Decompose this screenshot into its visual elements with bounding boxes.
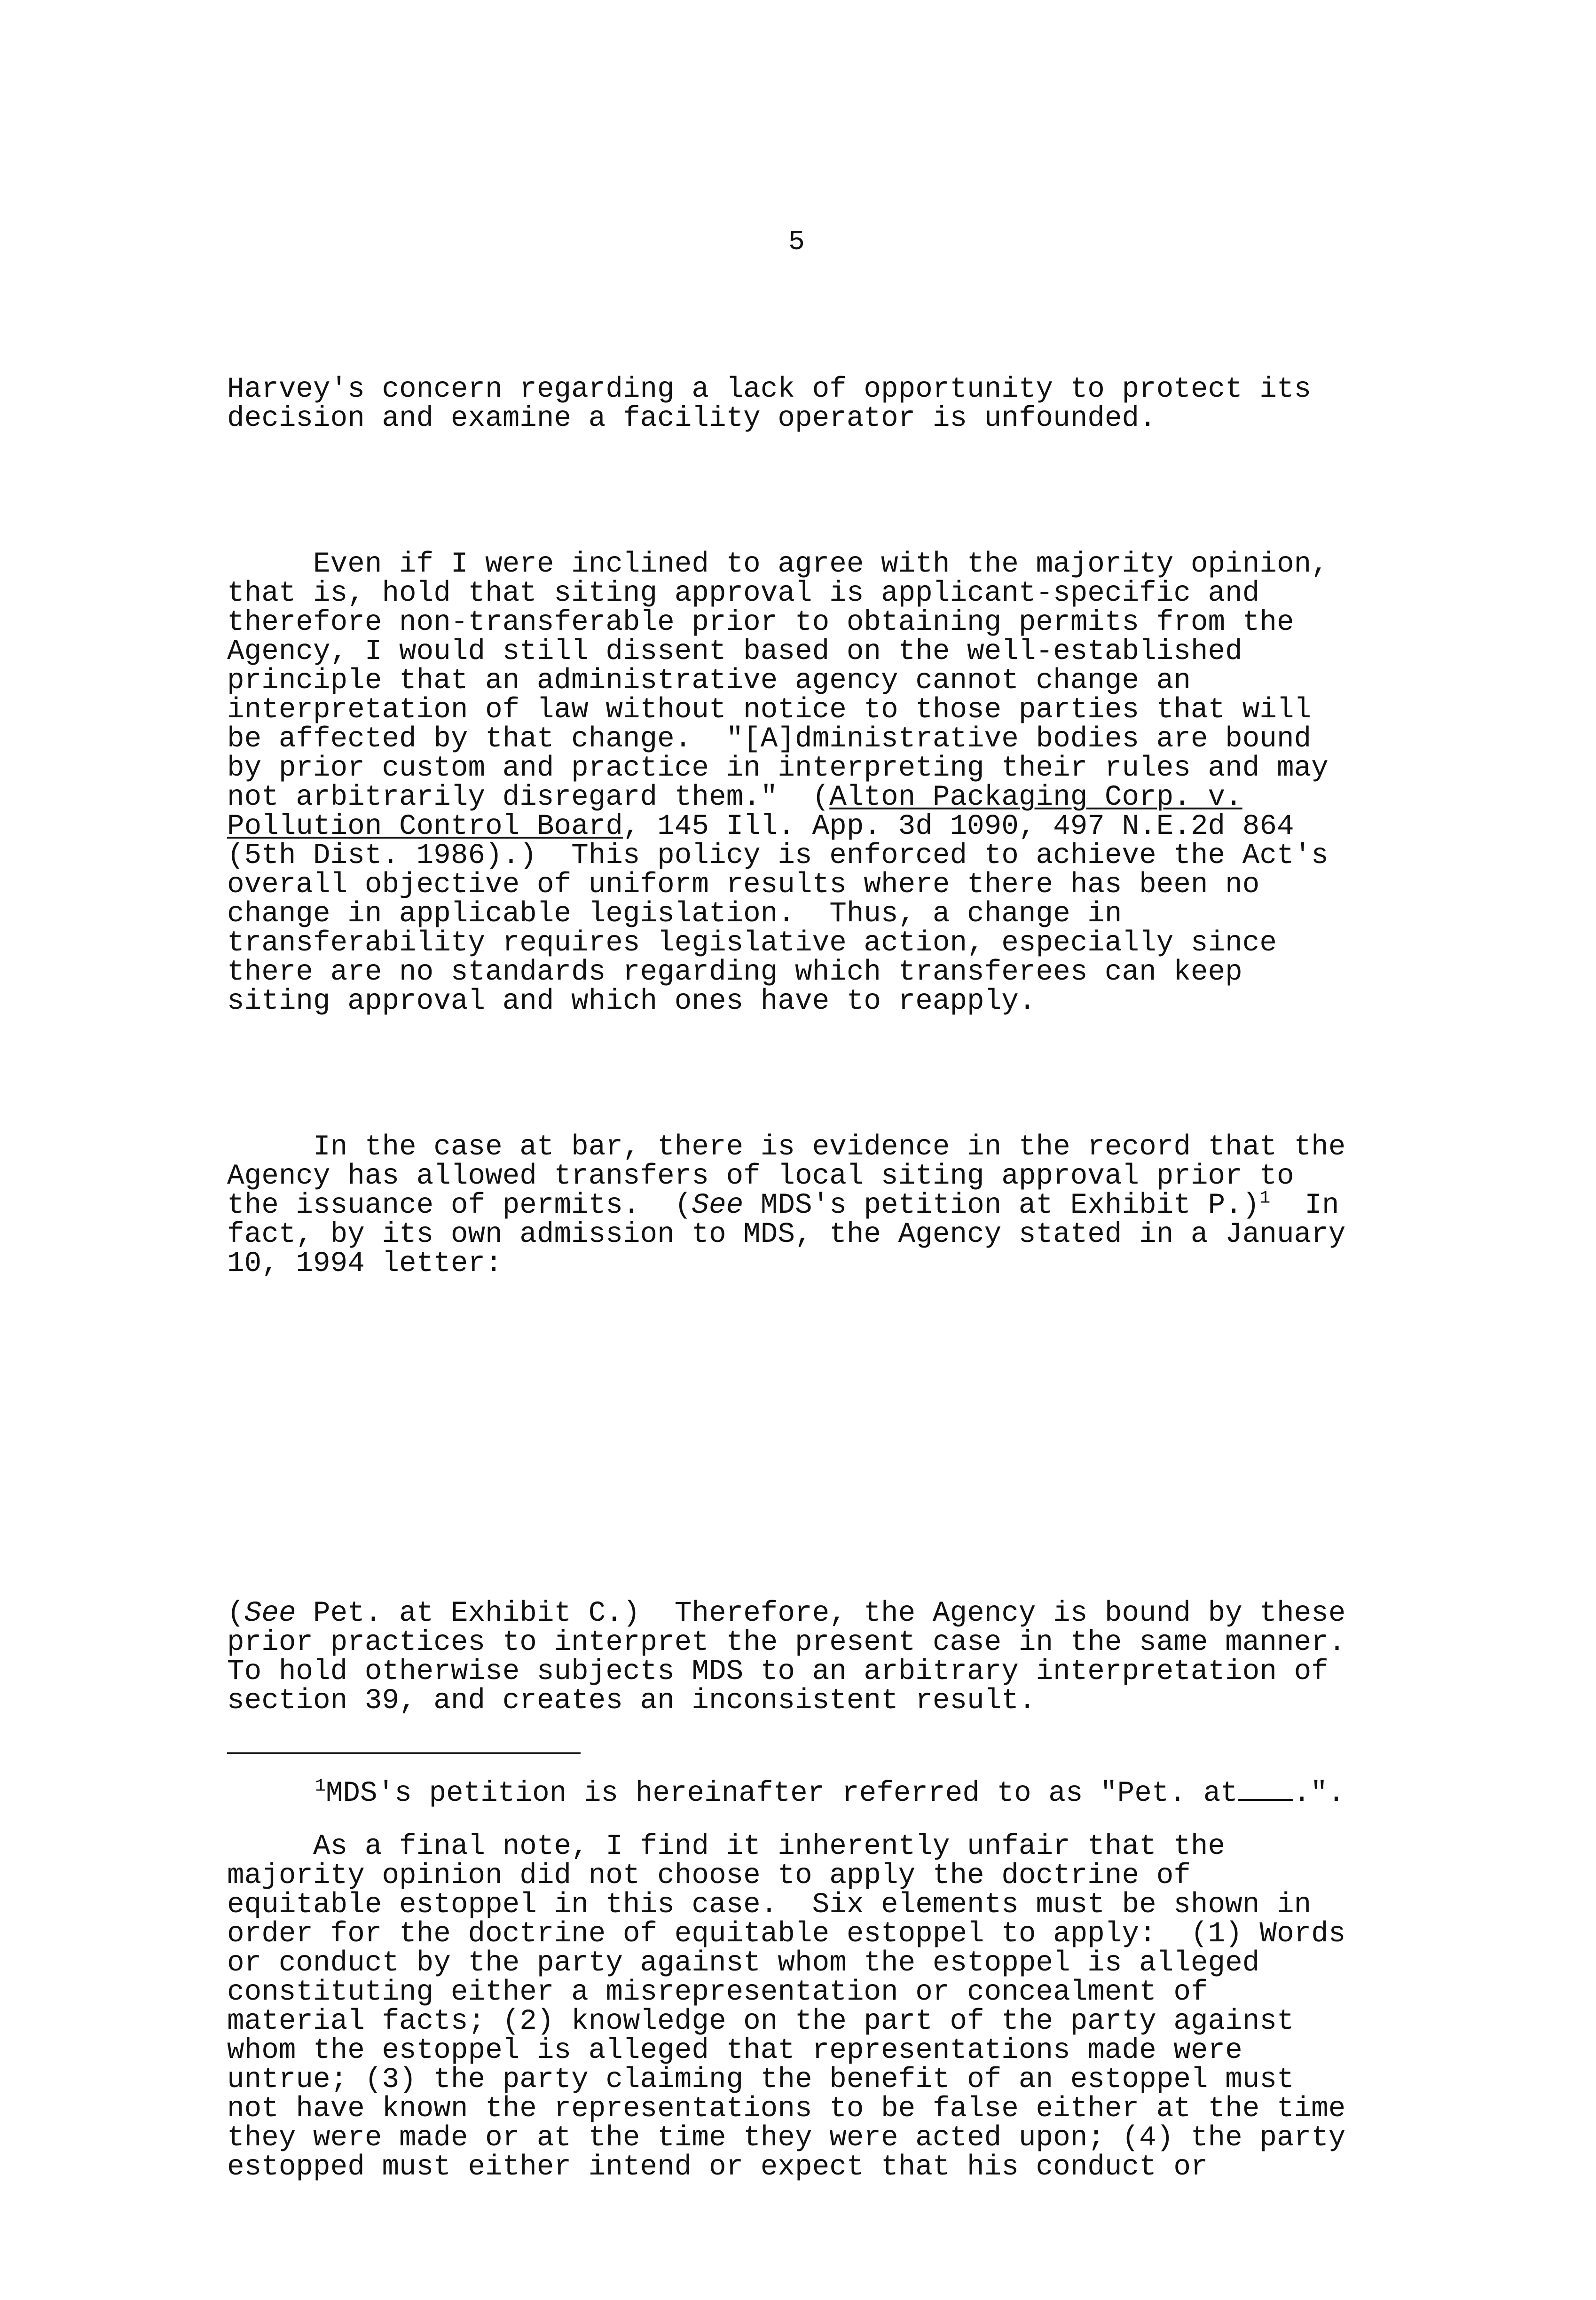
line: or conduct by the party against whom the estoppel is alleged (227, 1947, 1260, 1979)
line: decision and examine a facility operator is unfounded. (227, 402, 1156, 435)
line: equitable estoppel in this case. Six elements must be shown in (227, 1889, 1312, 1921)
paragraph-1 (227, 375, 1384, 433)
line: 10, 1994 letter: (227, 1248, 503, 1280)
line: be affected by that change. "[A]dministrative bodies are bound (227, 723, 1312, 755)
body-text (227, 288, 1384, 2299)
footnote-reference[interactable]: 1 (1259, 1188, 1271, 1209)
line: Even if I were inclined to agree with the majority opinion, (227, 548, 1329, 581)
line: material facts; (2) knowledge on the part of the party against (227, 2005, 1294, 2038)
paragraph-4 (227, 1599, 1384, 1716)
footnote (315, 1775, 1345, 1808)
line: there are no standards regarding which transferees can keep (227, 956, 1242, 989)
line: (5th Dist. 1986).) This policy is enforced to achieve the Act's (227, 840, 1329, 872)
line: In the case at bar, there is evidence in the record that the (227, 1131, 1346, 1163)
line: constituting either a misrepresentation or concealment of (227, 1976, 1208, 2009)
case-citation: Pollution Control Board (227, 810, 623, 843)
line: interpretation of law without notice to those parties that will (227, 694, 1312, 726)
footnote-divider (227, 1752, 581, 1754)
line: the issuance of permits. ( (227, 1189, 692, 1222)
signal-see: See (692, 1189, 744, 1222)
paragraph-2 (227, 550, 1384, 1016)
footnote-marker: 1 (315, 1776, 326, 1797)
line: whom the estoppel is alleged that representations made were (227, 2034, 1242, 2067)
line: , 145 Ill. App. 3d 1090, 497 N.E.2d 864 (622, 810, 1294, 843)
line: MDS's petition at Exhibit P.) (743, 1189, 1260, 1222)
line: not have known the representations to be false either at the time (227, 2093, 1346, 2125)
line: majority opinion did not choose to apply the doctrine of (227, 1860, 1191, 1892)
line: principle that an administrative agency cannot change an (227, 665, 1191, 697)
footnote-text-end: .". (1293, 1777, 1345, 1810)
line: fact, by its own admission to MDS, the Agency stated in a January (227, 1218, 1346, 1251)
line: Agency has allowed transfers of local siting approval prior to (227, 1160, 1294, 1193)
case-citation: Alton Packaging Corp. v. (829, 781, 1242, 814)
line: Agency, I would still dissent based on the well-established (227, 636, 1242, 668)
paragraph-5 (227, 1832, 1384, 2182)
signal-see: See (244, 1597, 296, 1630)
block-quote (227, 1395, 1384, 1483)
line: In (1270, 1189, 1339, 1222)
line: they were made or at the time they were acted upon; (4) the party (227, 2122, 1346, 2154)
line: Pet. at Exhibit C.) Therefore, the Agency is bound by these (296, 1597, 1346, 1630)
line: prior practices to interpret the present case in the same manner. (227, 1626, 1346, 1659)
line: To hold otherwise subjects MDS to an arbitrary interpretation of (227, 1656, 1329, 1688)
line: section 39, and creates an inconsistent result. (227, 1685, 1036, 1717)
blank-line (1238, 1775, 1293, 1801)
line: order for the doctrine of equitable estoppel to apply: (1) Words (227, 1918, 1346, 1950)
line: not arbitrarily disregard them." ( (227, 781, 830, 814)
line: ( (227, 1597, 244, 1630)
page-number: 5 (788, 227, 805, 258)
line: that is, hold that siting approval is applicant-specific and (227, 577, 1260, 610)
line: overall objective of uniform results where there has been no (227, 869, 1260, 901)
line: untrue; (3) the party claiming the benefit of an estoppel must (227, 2064, 1294, 2096)
line: siting approval and which ones have to reapply. (227, 985, 1036, 1018)
line: estopped must either intend or expect that his conduct or (227, 2151, 1208, 2183)
paragraph-3 (227, 1133, 1384, 1279)
footnote-text: MDS's petition is hereinafter referred to as "Pet. at (325, 1777, 1238, 1810)
line: As a final note, I find it inherently unfair that the (227, 1830, 1226, 1863)
line: transferability requires legislative action, especially since (227, 927, 1277, 959)
line: therefore non-transferable prior to obtaining permits from the (227, 606, 1294, 639)
line: by prior custom and practice in interpreting their rules and may (227, 752, 1329, 785)
line: change in applicable legislation. Thus, a change in (227, 898, 1122, 930)
line: Harvey's concern regarding a lack of opportunity to protect its (227, 373, 1312, 406)
